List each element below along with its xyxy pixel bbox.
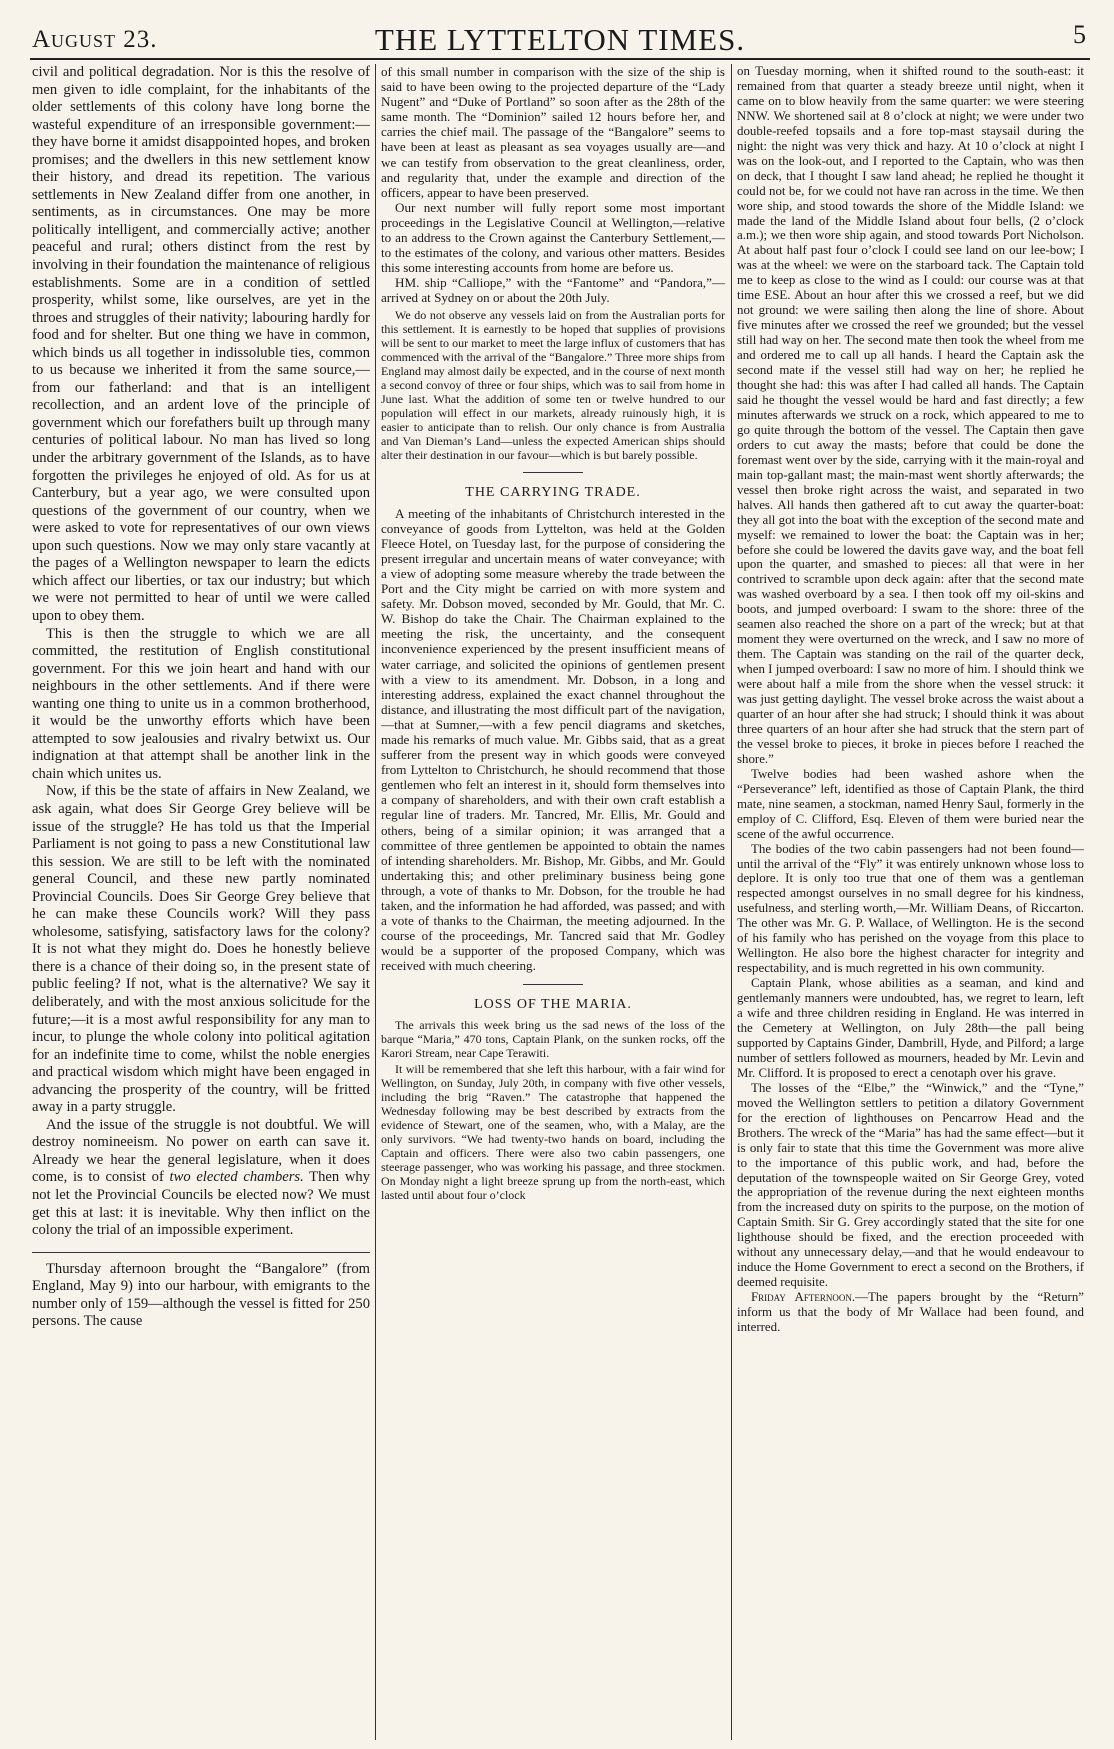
carrying-trade-heading: THE CARRYING TRADE.: [465, 484, 641, 500]
friday-afternoon-label: Friday Afternoon.: [751, 1290, 856, 1305]
col1-paragraph: Now, if this be the state of affairs in New Zealand, we ask again, what does Sir George Grey believe will be issue of the struggle? He has told us that the Imperial Parliament is not going to pass a new Constitutional law this session. We are still to be left with the nominated general Council, and these new partly nominated Provincial Councils. Does Sir George Grey believe that he can make these Councils work? Will they pass wholesome, satisfying, satisfactory laws for the colony? It is not what they might do. Does he honestly believe there is a chance of their doing so, in the present state of public feeling? If not, what is the alternative? We say it deliberately, and with the most anxious solicitude for the future;—it is a most awful responsibility for any man to incur, to plunge the whole colony into political agitation for an indefinite time to come, whilst the noble energies and practical wisdom which might have been engaged in advancing the prosperity of the country, will be fritted away in a party struggle.: [32, 783, 370, 1116]
carrying-trade-text: A meeting of the inhabitants of Christchurch interested in the conveyance of goods from Lyttelton, was held at the Golden Fleece Hotel, on Tuesday last, for the purpose of considering the present irregular and uncertain means of water conveyance; with a view of adopting some measure whereby the trade between the Port and the City might be carried on with more system and safety. Mr. Dobson moved, seconded by Mr. Gould, that Mr. C. W. Bishop do take the Chair. The Chairman explained to the meeting the risk, the uncertainty, and the consequent inconvenience experienced by the present insufficient means of water carriage, and solicited the opinions of gentlemen present with a view to its amendment. Mr. Dobson, in a long and interesting address, explained the exact channel throughout the distance, and illustrating the most difficult part of the navigation,—that at Sumner,—with a few pencil diagrams and sketches, made his remarks of much value. Mr. Gibbs said, that as a great sufferer from the present way in which goods were conveyed from Lyttelton to Christchurch, he should recommend that those gentlemen who felt an interest in it, should form themselves into a company of shareholders, and with their own craft establish a regular line of traders. Mr. Tancred, Mr. Ellis, Mr. Gould and others, being of a similar opinion; it was arranged that a committee of three gentlemen be appointed to obtain the names of intending shareholders. Mr. Bishop, Mr. Gibbs, and Mr. Gould undertaking this; and other preliminary business being gone through, a vote of thanks to Mr. Dobson, for the trouble he had taken, and the information he had afforded, was passed; and with a vote of thanks to the Chairman, the meeting adjourned. In the course of the proceedings, Mr. Tancred said that Mr. Godley would be a supporter of the proposed Company, which was received with much cheering.: [381, 505, 725, 974]
section-rule: [523, 984, 583, 985]
newspaper-title: THE LYTTELTON TIMES.: [374, 22, 746, 57]
col1-paragraph: civil and political degradation. Nor is this the resolve of men given to idle complaint, for the inhabitants of the older settlements of this colony have long borne the wasteful expenditure of an irresponsible government:—they have borne it amidst disappointed hopes, and broken promises; and the dwellers in this new settlement know their history, and dread its repetition. The various settlements in New Zealand differ from one another, in sentiments, as in circumstances. One may be more politically intelligent, and commercially active; another peaceful and rural; others distinct from the rest by involving in their foundation the maintenance of religious establishments. Some are in a condition of settled prosperity, whilst some, like ourselves, are yet in the throes and struggles of their nativity; labouring hardly for food and for shelter. But one thing we have in common, which binds us all together in indissoluble ties, common to us because we inherited it from the same source,—from our fatherland: and that is an intelligent recollection, and an ardent love of the principle of government which our forefathers built up through many centuries of political labour. No man has lived so long under the arbitrary government of the Islands, as to have forgotten the privileges he enjoyed of old. As for us at Canterbury, but a year ago, we were consulted upon questions of the government of our country, when we were asked to vote for representatives of our own views upon such questions. Now we may only stare vacantly at the pages of a Wellington newspaper to learn the edicts which affect our liberties, or tax our industry; but which we were not permitted to hear of until we were called upon to obey them.: [32, 64, 370, 624]
col1-paragraph: This is then the struggle to which we are all committed, the restitution of English constitutional government. For this we join heart and hand with our neighbours in the other settlements. And if there were wanting one thing to unite us in a common brotherhood, it would be the unworthy efforts which have been attempted to sow jealousies and rivalry betwixt us. Our indignation at that attempt shall be another link in the chain which unites us.: [32, 625, 370, 782]
col3-paragraph: Twelve bodies had been washed ashore when the “Perseverance” left, identified as those of Captain Plank, the third mate, nine seamen, a stockman, named Henry Saul, formerly in the employ of C. Clifford, Esq. Eleven of them were buried near the scene of the awful occurrence.: [737, 766, 1084, 841]
col3-paragraph: The bodies of the two cabin passengers had not been found—until the arrival of the “Fly” it was entirely unknown whose loss to deplore. It is only too true that one of them was a gentleman respected amongst ourselves in no small degree for his kindness, usefulness, and sterling worth,—Mr. William Deans, of Riccarton. The other was Mr. G. P. Wallace, of Wellington. He is the second of his family who has perished on the voyage from this place to Wellington. He also bore the highest character for integrity and respectability, and is much regretted in his own community.: [737, 841, 1084, 976]
col1-p4-italic: two elected chambers.: [169, 1169, 304, 1186]
col3-paragraph: on Tuesday morning, when it shifted round to the south-east: it remained from that quarter a steady breeze until night, when it came on to blow heavily from the same quarter: we were steering NNW. We shortened sail at 8 o’clock at night; we were under two double-reefed topsails and a fore top-mast staysail during the night: the night was very thick and hazy. At 10 o’clock at night I was on the look-out, and I reported to the Captain, who was then on deck, that I thought I saw land ahead; he replied he thought it could not be, for we could not have ran across in the time. We then wore ship, and stood towards the shore of the Middle Island: we made the land of the Middle Island about four bells, (2 o’clock a.m.); we then wore ship again, and stood towards Port Nicholson. At about half past four o’clock I could see land on our lee-bow; I was at the wheel: we were on the starboard tack. The Captain told me to keep as close to the wind as I could: our course was at that time ESE. About an hour after this we crossed a reef, but we did not ground: we were sailing then along the line of shore. About five minutes after we crossed the reef we grounded; but the vessel still had way on her. The second mate then took the wheel from me and ordered me to call up all hands. I heard the Captain ask the second mate if the vessel still had way on her; he replied he thought she had: this was after I had called all hands. The Captain said he thought the vessel would be hard and fast directly; a few minutes afterwards we struck on a rock, which appeared to me to go quite through the bottom of the vessel. The Captain then gave orders to cut away the masts; before that could be done the foremast went over by the side, carrying with it the main-royal and main top-gallant mast; the main-mast went shortly afterwards; the vessel then broke right across the waist, and separated in two halves. All hands then gathered aft to cut away the quarter-boat: they all got into the boat with the exception of the second mate and myself: we remained to lower the boat: the Captain was in her; before she could be lowered the davits gave way, and the boat fell upon the quarter, and smashed to pieces: all that were in her contrived to scramble upon deck again: after that the second mate was washed overboard by a sea. I then took off my oil-skins and boots, and jumped overboard: I swam to the shore: three of the seamen also reached the shore on a part of the wreck; but at that moment they were overturned on the wreck, and I saw no more of them. The Captain was standing on the rail of the quarter deck, when I jumped overboard: I saw no more of him. I should think we were about half a mile from the shore when the vessel struck: it was just getting daylight. The vessel broke across the waist about a quarter of an hour after she had struck; I should think it was about three quarters of an hour after she had struck that the stern part of the vessel broke to pieces, it broke in pieces before I reached the shore.”: [737, 64, 1084, 766]
page-number: 5: [1073, 20, 1086, 49]
column-rule-2: [731, 64, 732, 1740]
section-rule: [523, 472, 583, 473]
col2-paragraph: HM. ship “Calliope,” with the “Fantome” and “Pandora,”—arrived at Sydney on or about the 20th July.: [381, 275, 725, 306]
col2-paragraph: Our next number will fully report some most important proceedings in the Legislative Council at Wellington,—relative to an address to the Crown against the Canterbury Settlement,—to the estimates of the colony, and various other matters. Besides this some interesting accounts from home are before us.: [381, 199, 725, 276]
col2-paragraph: of this small number in comparison with the size of the ship is said to have been owing to the projected departure of the “Lady Nugent” and “Duke of Portland” so soon after as the 28th of the same month. The “Dominion” sailed 12 hours before her, and carries the chief mail. The passage of the “Bangalore” seems to have been at least as pleasant as sea voyages usually are—and we can testify from observation to the great cleanliness, order, and regularity that, under the example and direction of the officers, appear to have been preserved.: [381, 64, 725, 200]
provisions-note: We do not observe any vessels laid on from the Australian ports for this settlement. It is earnestly to be hoped that supplies of provisions will be sent to our market to meet the large influx of customers that has commenced with the arrival of the “Bangalore.” Three more ships from England may almost daily be expected, and in the course of next month a second convoy of three or four ships, which was to sail from home in June last. What the addition of some ten or twelve hundred to our population will effect in our markets, already ruinously high, it is easier to anticipate than to relish. Our only chance is from Australia and Van Dieman’s Land—unless the expected American ships should alter their destination in our favour—which is but barely possible.: [381, 307, 725, 462]
col1-paragraph: [32, 1117, 370, 1240]
bangalore-item: Thursday afternoon brought the “Bangalore” (from England, May 9) into our harbour, with emigrants to the number only of 159—although the vessel is fitted for 250 persons. The cause: [32, 1260, 370, 1330]
issue-date: August 23.: [32, 26, 158, 53]
column-2: [381, 64, 725, 1740]
maria-paragraph: The arrivals this week bring us the sad news of the loss of the barque “Maria,” 470 tons, Captain Plank, on the sunken rocks, off the Karori Stream, near Cape Terawiti.: [381, 1017, 725, 1060]
maria-paragraph: It will be remembered that she left this harbour, with a fair wind for Wellington, on Sunday, July 20th, in company with five other vessels, including the brig “Raven.” The catastrophe that happened the Wednesday following may be best described by extracts from the evidence of Stewart, one of the seamen, who, with a Malay, are the only survivors. “We had twenty-two hands on board, including the Captain and officers. There were also two cabin passengers, one steerage passenger, who was working his passage, and three stockmen. On Monday night a light breeze sprung up from the north-east, which lasted until about four o’clock: [381, 1061, 725, 1202]
friday-afternoon-text: —The papers brought by the “Return” inform us that the body of Mr Wallace had been found, and interred.: [737, 1290, 1084, 1335]
masthead: [30, 18, 1090, 60]
column-rule-1: [375, 64, 376, 1740]
column-1: [32, 64, 370, 1740]
col1-p4-text-a: And the issue of the struggle is not doubtful. We will destroy nomineeism. No power on earth can save it. Already we hear the general legislature, when it does come, is to consist of: [32, 1116, 370, 1186]
column-divider: [32, 1252, 370, 1253]
col3-paragraph: Captain Plank, whose abilities as a seaman, and kind and gentlemanly manners were undoubted, has, we regret to learn, left a wife and three children residing in England. He was interred in the Cemetery at Wellington, on July 28th—the pall being supported by Captains Ginder, Dambrill, Hyde, and Pilford; a large number of settlers followed as mourners, headed by Mr. Levin and Mr. Clifford. It is proposed to erect a cenotaph over his grave.: [737, 976, 1084, 1080]
column-3: [737, 64, 1084, 1740]
col3-paragraph: The losses of the “Elbe,” the “Winwick,” and the “Tyne,” moved the Wellington settlers to petition a dilatory Government for the erection of lighthouses on Pencarrow Head and the Brothers. The wreck of the “Maria” has had the same effect—but it is only fair to state that this time the Government was more alive to the importance of this public work, and had, before the deputation of the townspeople waited on Sir George Grey, voted the appropriation of the revenue during the next eighteen months from the increased duty on spirits to the purpose, on the motion of Captain Smith. Sir G. Grey accordingly stated that the site for one lighthouse should be fixed, and the erection proceeded with without any unnecessary delay,—and that he would endeavour to induce the Home Government to erect a second on the Brothers, if deemed requisite.: [737, 1080, 1084, 1290]
friday-afternoon-item: [737, 1290, 1084, 1335]
loss-of-maria-heading: LOSS OF THE MARIA.: [474, 996, 632, 1012]
col1-p4-text-b: Then why not let the Provincial Councils be elected now? We must get this at last: it is inevitable. Why then inflict on the colony the trial of an impossible experiment.: [32, 1169, 370, 1239]
